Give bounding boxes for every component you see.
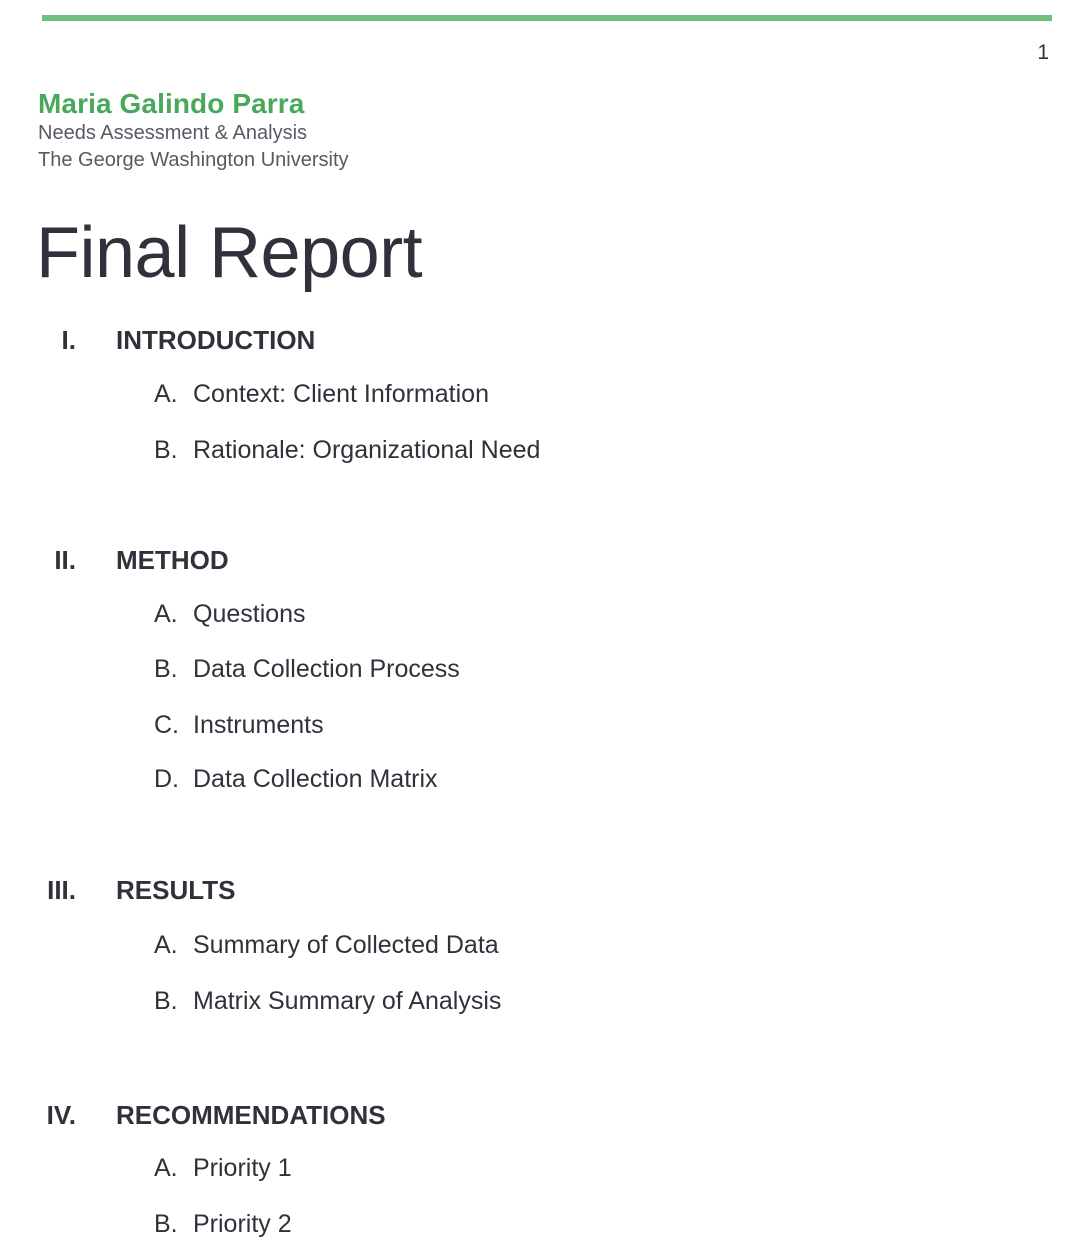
- item-letter: C.: [154, 711, 179, 739]
- item-text: Data Collection Process: [193, 655, 460, 683]
- section-heading: METHOD: [116, 545, 229, 575]
- item-text: Data Collection Matrix: [193, 765, 438, 793]
- item-letter: A.: [154, 600, 178, 628]
- course-name: Needs Assessment & Analysis: [38, 122, 308, 144]
- section-heading: RESULTS: [116, 875, 236, 905]
- item-letter: B.: [154, 436, 178, 464]
- item-letter: B.: [154, 987, 178, 1015]
- section-numeral: III.: [47, 875, 76, 905]
- item-letter: A.: [154, 1154, 178, 1182]
- item-letter: D.: [154, 765, 179, 793]
- document-title: Final Report: [36, 213, 423, 293]
- section-numeral: II.: [54, 545, 76, 575]
- item-letter: A.: [154, 931, 178, 959]
- header-rule: [42, 15, 1052, 21]
- item-letter: B.: [154, 1210, 178, 1238]
- item-letter: A.: [154, 380, 178, 408]
- author-name: Maria Galindo Parra: [38, 88, 305, 119]
- item-text: Summary of Collected Data: [193, 931, 499, 959]
- page-number: 1: [1037, 41, 1049, 64]
- section-numeral: I.: [61, 325, 76, 355]
- section-heading: RECOMMENDATIONS: [116, 1100, 386, 1130]
- item-text: Rationale: Organizational Need: [193, 436, 541, 464]
- item-text: Priority 2: [193, 1210, 292, 1238]
- item-text: Context: Client Information: [193, 380, 489, 408]
- item-text: Matrix Summary of Analysis: [193, 987, 502, 1015]
- item-text: Instruments: [193, 711, 324, 739]
- item-text: Questions: [193, 600, 306, 628]
- item-text: Priority 1: [193, 1154, 292, 1182]
- institution-name: The George Washington University: [38, 149, 349, 171]
- item-letter: B.: [154, 655, 178, 683]
- section-numeral: IV.: [46, 1100, 76, 1130]
- section-heading: INTRODUCTION: [116, 325, 316, 355]
